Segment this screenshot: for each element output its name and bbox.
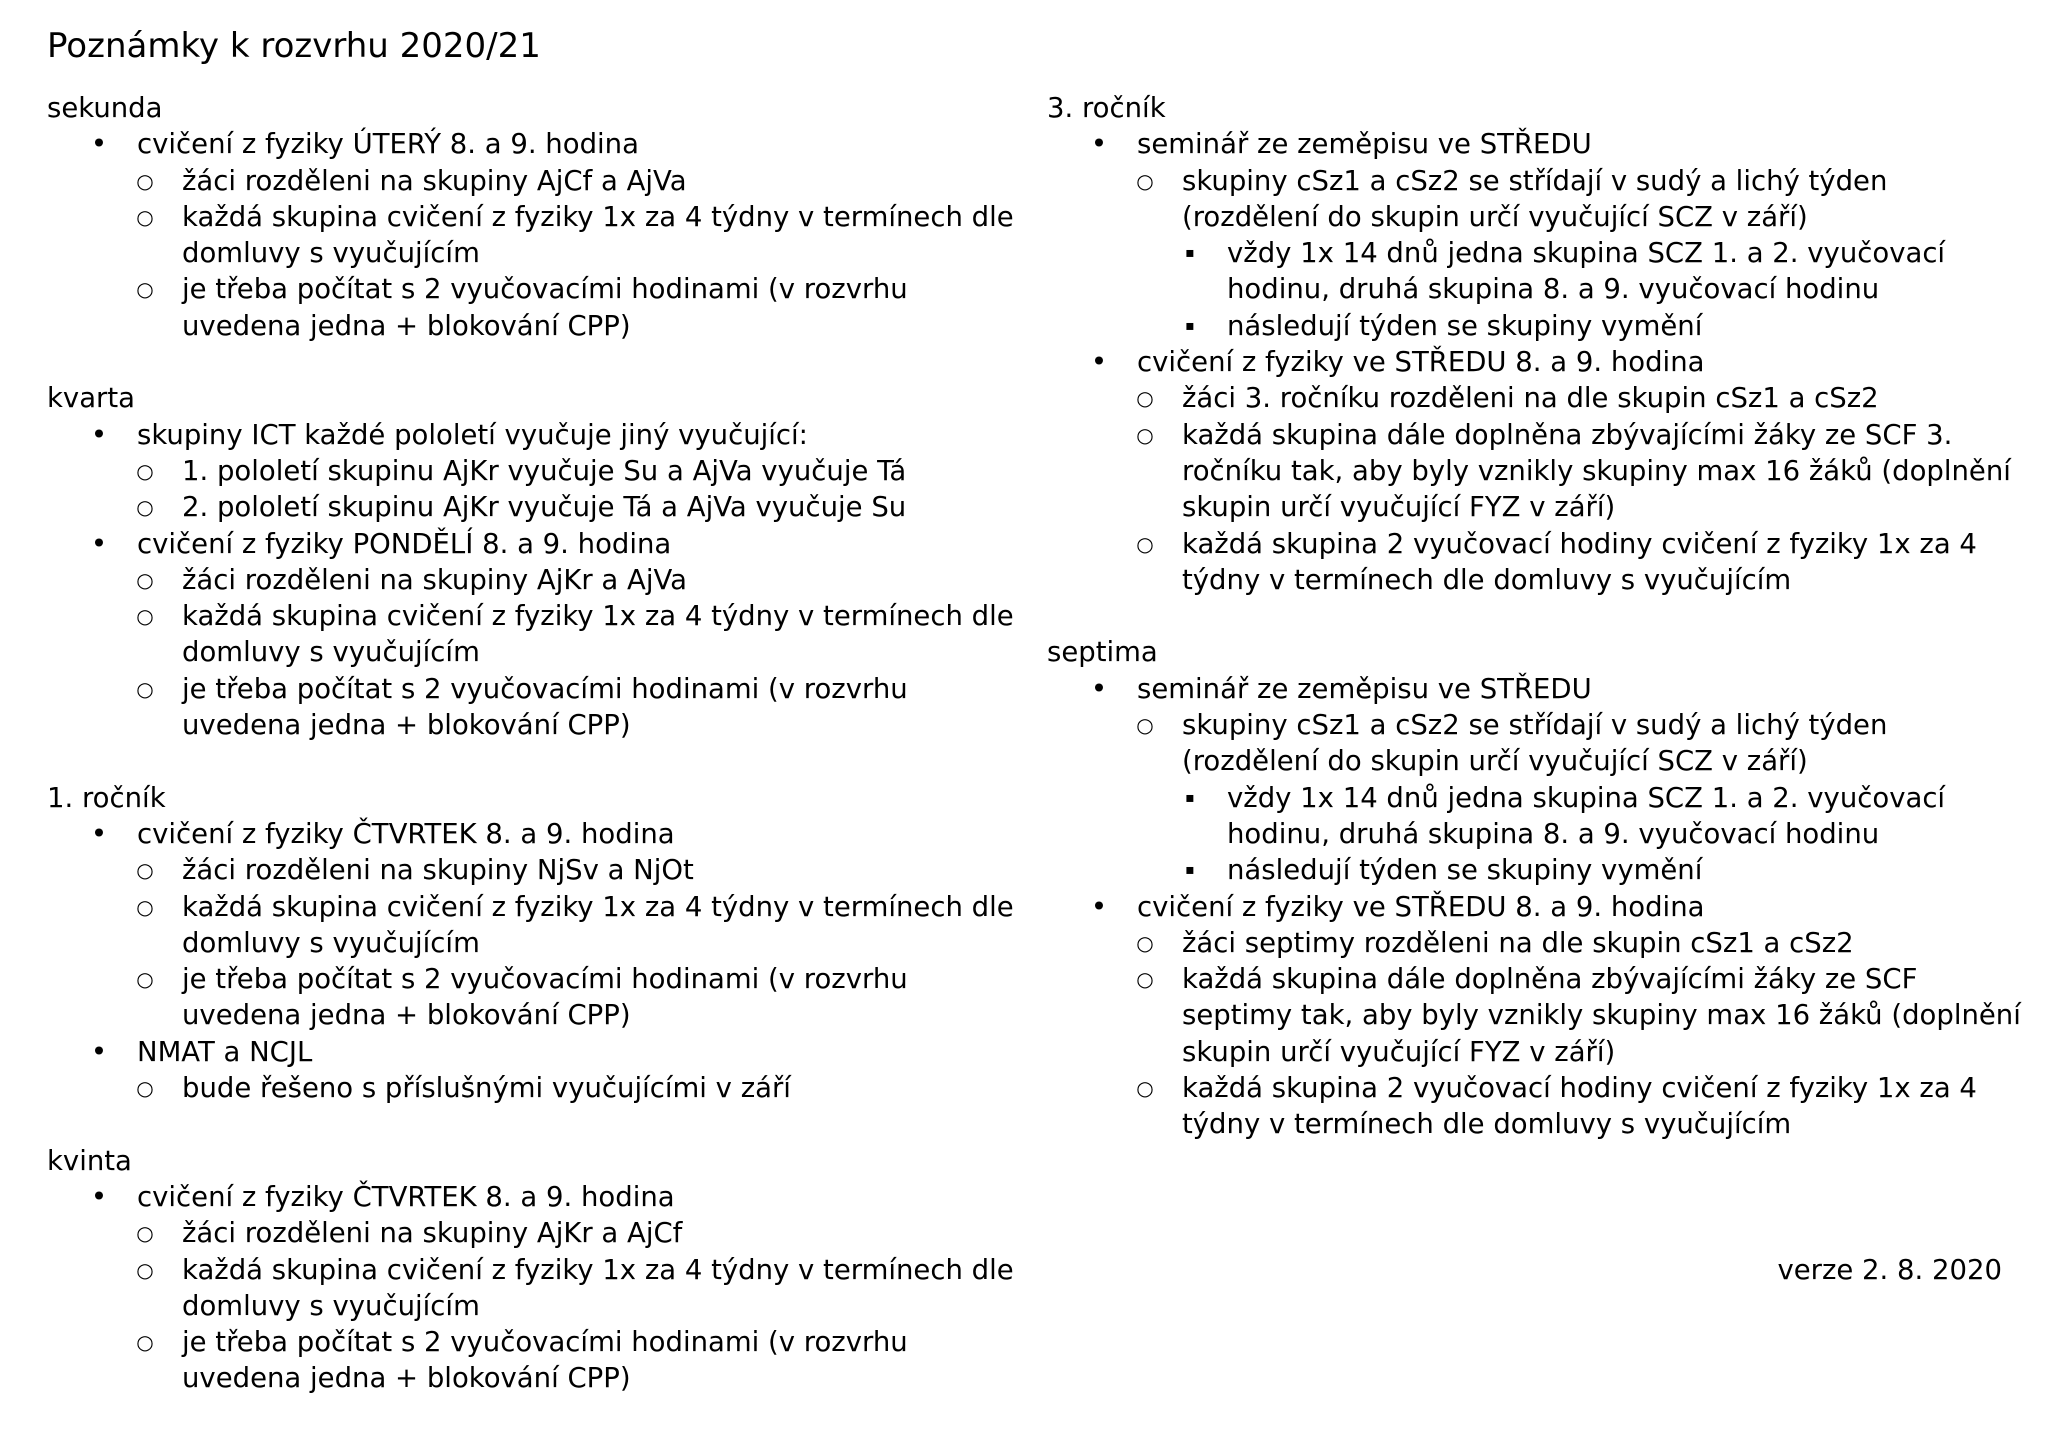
list-item-text: 1. pololetí skupinu AjKr vyučuje Su a AjVa vyučuje Tá: [182, 454, 907, 487]
list-item-text: cvičení z fyziky ÚTERÝ 8. a 9. hodina: [137, 128, 639, 161]
list-item-text: je třeba počítat s 2 vyučovacími hodinami (v rozvrhu uvedena jedna + blokování CPP): [182, 273, 908, 342]
list-item: [1047, 961, 2027, 1070]
nested-list-wrapper: [47, 1215, 1027, 1396]
list-item: [1047, 707, 2027, 780]
list-item: [1047, 526, 2027, 599]
list-item: [47, 598, 1027, 671]
list-item-text: každá skupina cvičení z fyziky 1x za 4 týdny v termínech dle domluvy s vyučujícím: [182, 200, 1014, 270]
nested-list-wrapper: [1047, 163, 2027, 344]
list-item-text: každá skupina cvičení z fyziky 1x za 4 týdny v termínech dle domluvy s vyučujícím: [182, 890, 1014, 959]
section-heading: 3. ročník: [1047, 92, 1166, 124]
list-item: [1047, 417, 2027, 526]
bullet-level-2-icon: ○: [1136, 713, 1154, 738]
bullet-list-level-2: [1047, 707, 2027, 888]
bullet-list-level-1: [47, 417, 1027, 744]
bullet-list-level-1: [1047, 671, 2027, 1143]
list-item-text: 2. pololetí skupinu AjKr vyučuje Tá a AjVa vyučuje Su: [182, 491, 907, 524]
nested-list-wrapper: [47, 562, 1027, 743]
list-item: [47, 199, 1027, 272]
nested-list-wrapper: [1047, 235, 2027, 344]
bullet-level-2-icon: ○: [136, 168, 154, 193]
nested-list-wrapper: [1047, 707, 2027, 888]
nested-list-wrapper: [1047, 780, 2027, 889]
bullet-level-2-icon: ○: [1136, 386, 1154, 411]
bullet-level-2-icon: ○: [136, 858, 154, 883]
list-item: [47, 271, 1027, 344]
list-item-text: cvičení z fyziky ČTVRTEK 8. a 9. hodina: [137, 817, 675, 850]
bullet-level-2-icon: ○: [1136, 422, 1154, 447]
section-heading: septima: [1047, 636, 1158, 669]
section: [47, 380, 1027, 743]
list-item-text: skupiny cSz1 a cSz2 se střídají v sudý a lichý týden (rozdělení do skupin určí vyučující SCZ v září): [1182, 709, 1888, 778]
bullet-level-1-icon: •: [90, 1180, 108, 1213]
list-item: [1047, 780, 2027, 853]
bullet-level-2-icon: ○: [136, 894, 154, 919]
bullet-level-3-icon: ▪: [1185, 245, 1195, 262]
list-item-text: každá skupina dále doplněna zbývajícími žáky ze SCF 3. ročníku tak, aby byly vznikly skupiny max 16 žáků (doplnění skupin určí vyučující FYZ v září): [1182, 418, 2011, 524]
list-item: [1047, 1070, 2027, 1143]
list-item-text: žáci rozděleni na skupiny AjKr a AjVa: [182, 563, 688, 596]
bullet-list-level-1: [47, 126, 1027, 344]
list-item-text: každá skupina cvičení z fyziky 1x za 4 týdny v termínech dle domluvy s vyučujícím: [182, 600, 1014, 669]
section-heading: sekunda: [47, 92, 163, 124]
list-item: [47, 126, 1027, 162]
bullet-level-2-icon: ○: [136, 1076, 154, 1101]
bullet-level-2-icon: ○: [1136, 930, 1154, 955]
list-item: [1047, 308, 2027, 344]
list-item-text: každá skupina dále doplněna zbývajícími žáky ze SCF septimy tak, aby byly vznikly skupiny max 16 žáků (doplnění skupin určí vyučující FYZ v září): [1182, 963, 2021, 1068]
section: [47, 780, 1027, 1107]
bullet-list-level-3: [1047, 235, 2027, 344]
list-item: [1047, 925, 2027, 961]
bullet-level-2-icon: ○: [136, 967, 154, 992]
bullet-list-level-1: [47, 816, 1027, 1106]
version-label: verze 2. 8. 2020: [1777, 1254, 2002, 1286]
list-item-text: každá skupina 2 vyučovací hodiny cvičení z fyziky 1x za 4 týdny v termínech dle domluvy s vyučujícím: [1182, 1072, 1977, 1141]
list-item-text: cvičení z fyziky ve STŘEDU 8. a 9. hodina: [1137, 346, 1705, 379]
list-item-text: NMAT a NCJL: [137, 1035, 313, 1068]
list-item: [47, 1215, 1027, 1251]
bullet-list-level-1: [1047, 126, 2027, 598]
list-item: [47, 852, 1027, 888]
list-item: [1047, 163, 2027, 236]
right-column: [1047, 90, 2027, 1179]
nested-list-wrapper: [47, 852, 1027, 1033]
list-item-text: žáci septimy rozděleni na dle skupin cSz1 a cSz2: [1182, 926, 1854, 959]
list-item: [47, 1179, 1027, 1215]
list-item-text: seminář ze zeměpisu ve STŘEDU: [1137, 128, 1592, 161]
list-item-text: seminář ze zeměpisu ve STŘEDU: [1137, 672, 1592, 705]
list-item-text: bude řešeno s příslušnými vyučujícími v září: [182, 1072, 791, 1105]
bullet-level-2-icon: ○: [1136, 531, 1154, 556]
list-item: [47, 489, 1027, 525]
bullet-level-2-icon: ○: [1136, 1076, 1154, 1101]
list-item: [47, 163, 1027, 199]
bullet-level-2-icon: ○: [1136, 967, 1154, 992]
bullet-level-2-icon: ○: [136, 277, 154, 302]
bullet-list-level-2: [1047, 925, 2027, 1143]
bullet-level-2-icon: ○: [136, 458, 154, 483]
bullet-level-1-icon: •: [90, 1035, 108, 1068]
nested-list-wrapper: [1047, 380, 2027, 598]
list-item-text: žáci rozděleni na skupiny AjKr a AjCf: [182, 1217, 683, 1250]
list-item-text: cvičení z fyziky ČTVRTEK 8. a 9. hodina: [137, 1180, 675, 1213]
list-item-text: vždy 1x 14 dnů jedna skupina SCZ 1. a 2. vyučovací hodinu, druhá skupina 8. a 9. vyučovací hodinu: [1227, 781, 1946, 850]
bullet-level-2-icon: ○: [136, 676, 154, 701]
bullet-list-level-2: [1047, 163, 2027, 344]
left-column: [47, 90, 1027, 1433]
list-item-text: každá skupina 2 vyučovací hodiny cvičení z fyziky 1x za 4 týdny v termínech dle domluvy s vyučujícím: [1182, 527, 1977, 596]
list-item: [1047, 852, 2027, 888]
bullet-level-3-icon: ▪: [1185, 317, 1195, 334]
bullet-list-level-2: [47, 163, 1027, 344]
bullet-level-2-icon: ○: [136, 567, 154, 592]
list-item-text: žáci rozděleni na skupiny NjSv a NjOt: [182, 854, 694, 887]
section-heading: kvarta: [47, 382, 135, 415]
list-item: [47, 1070, 1027, 1106]
bullet-level-2-icon: ○: [136, 495, 154, 520]
bullet-level-2-icon: ○: [136, 1257, 154, 1282]
bullet-level-1-icon: •: [1090, 128, 1108, 161]
list-item-text: skupiny cSz1 a cSz2 se střídají v sudý a lichý týden (rozdělení do skupin určí vyučující SCZ v září): [1182, 164, 1888, 233]
bullet-level-2-icon: ○: [136, 604, 154, 629]
list-item-text: je třeba počítat s 2 vyučovacími hodinami (v rozvrhu uvedena jedna + blokování CPP): [182, 1326, 908, 1395]
list-item-text: následují týden se skupiny vymění: [1227, 309, 1703, 342]
bullet-level-1-icon: •: [1090, 890, 1108, 923]
bullet-level-2-icon: ○: [136, 204, 154, 229]
nested-list-wrapper: [47, 1070, 1027, 1106]
section: [47, 90, 1027, 344]
list-item-text: každá skupina cvičení z fyziky 1x za 4 týdny v termínech dle domluvy s vyučujícím: [182, 1253, 1014, 1322]
list-item-text: žáci 3. ročníku rozděleni na dle skupin cSz1 a cSz2: [1182, 382, 1879, 415]
list-item: [1047, 889, 2027, 925]
bullet-list-level-3: [1047, 780, 2027, 889]
bullet-level-3-icon: ▪: [1185, 789, 1195, 806]
list-item-text: cvičení z fyziky PONDĚLÍ 8. a 9. hodina: [137, 527, 672, 560]
list-item: [1047, 126, 2027, 162]
nested-list-wrapper: [1047, 925, 2027, 1143]
bullet-list-level-2: [47, 562, 1027, 743]
list-item: [47, 816, 1027, 852]
section-heading: 1. ročník: [47, 781, 166, 814]
bullet-list-level-2: [47, 852, 1027, 1033]
bullet-level-1-icon: •: [1090, 346, 1108, 379]
list-item-text: skupiny ICT každé pololetí vyučuje jiný vyučující:: [137, 418, 808, 451]
section-heading: kvinta: [47, 1144, 132, 1177]
list-item: [47, 526, 1027, 562]
bullet-level-2-icon: ○: [136, 1221, 154, 1246]
list-item: [47, 889, 1027, 962]
bullet-level-1-icon: •: [90, 817, 108, 850]
list-item: [1047, 671, 2027, 707]
list-item: [1047, 235, 2027, 308]
bullet-level-1-icon: •: [90, 418, 108, 451]
list-item: [1047, 380, 2027, 416]
list-item: [1047, 344, 2027, 380]
list-item: [47, 961, 1027, 1034]
bullet-list-level-2: [47, 453, 1027, 526]
list-item: [47, 1324, 1027, 1397]
section: [47, 1143, 1027, 1397]
bullet-list-level-2: [1047, 380, 2027, 598]
list-item: [47, 562, 1027, 598]
list-item-text: je třeba počítat s 2 vyučovacími hodinami (v rozvrhu uvedena jedna + blokování CPP): [182, 672, 908, 742]
bullet-level-1-icon: •: [90, 128, 108, 161]
bullet-list-level-1: [47, 1179, 1027, 1397]
list-item-text: cvičení z fyziky ve STŘEDU 8. a 9. hodina: [1137, 890, 1705, 923]
list-item: [47, 1252, 1027, 1325]
bullet-list-level-2: [47, 1070, 1027, 1106]
section: [1047, 90, 2027, 598]
nested-list-wrapper: [47, 453, 1027, 526]
list-item-text: žáci rozděleni na skupiny AjCf a AjVa: [182, 164, 687, 197]
bullet-level-2-icon: ○: [1136, 168, 1154, 193]
list-item: [47, 453, 1027, 489]
section: [1047, 634, 2027, 1142]
bullet-level-1-icon: •: [1090, 672, 1108, 705]
list-item: [47, 1034, 1027, 1070]
bullet-level-1-icon: •: [90, 527, 108, 560]
list-item: [47, 417, 1027, 453]
bullet-level-3-icon: ▪: [1185, 862, 1195, 879]
list-item-text: následují týden se skupiny vymění: [1227, 854, 1703, 887]
nested-list-wrapper: [47, 163, 1027, 344]
document-title: Poznámky k rozvrhu 2020/21: [47, 26, 541, 66]
bullet-level-2-icon: ○: [136, 1330, 154, 1355]
list-item-text: je třeba počítat s 2 vyučovacími hodinami (v rozvrhu uvedena jedna + blokování CPP): [182, 963, 908, 1032]
bullet-list-level-2: [47, 1215, 1027, 1396]
list-item: [47, 671, 1027, 744]
list-item-text: vždy 1x 14 dnů jedna skupina SCZ 1. a 2. vyučovací hodinu, druhá skupina 8. a 9. vyučovací hodinu: [1227, 237, 1946, 306]
